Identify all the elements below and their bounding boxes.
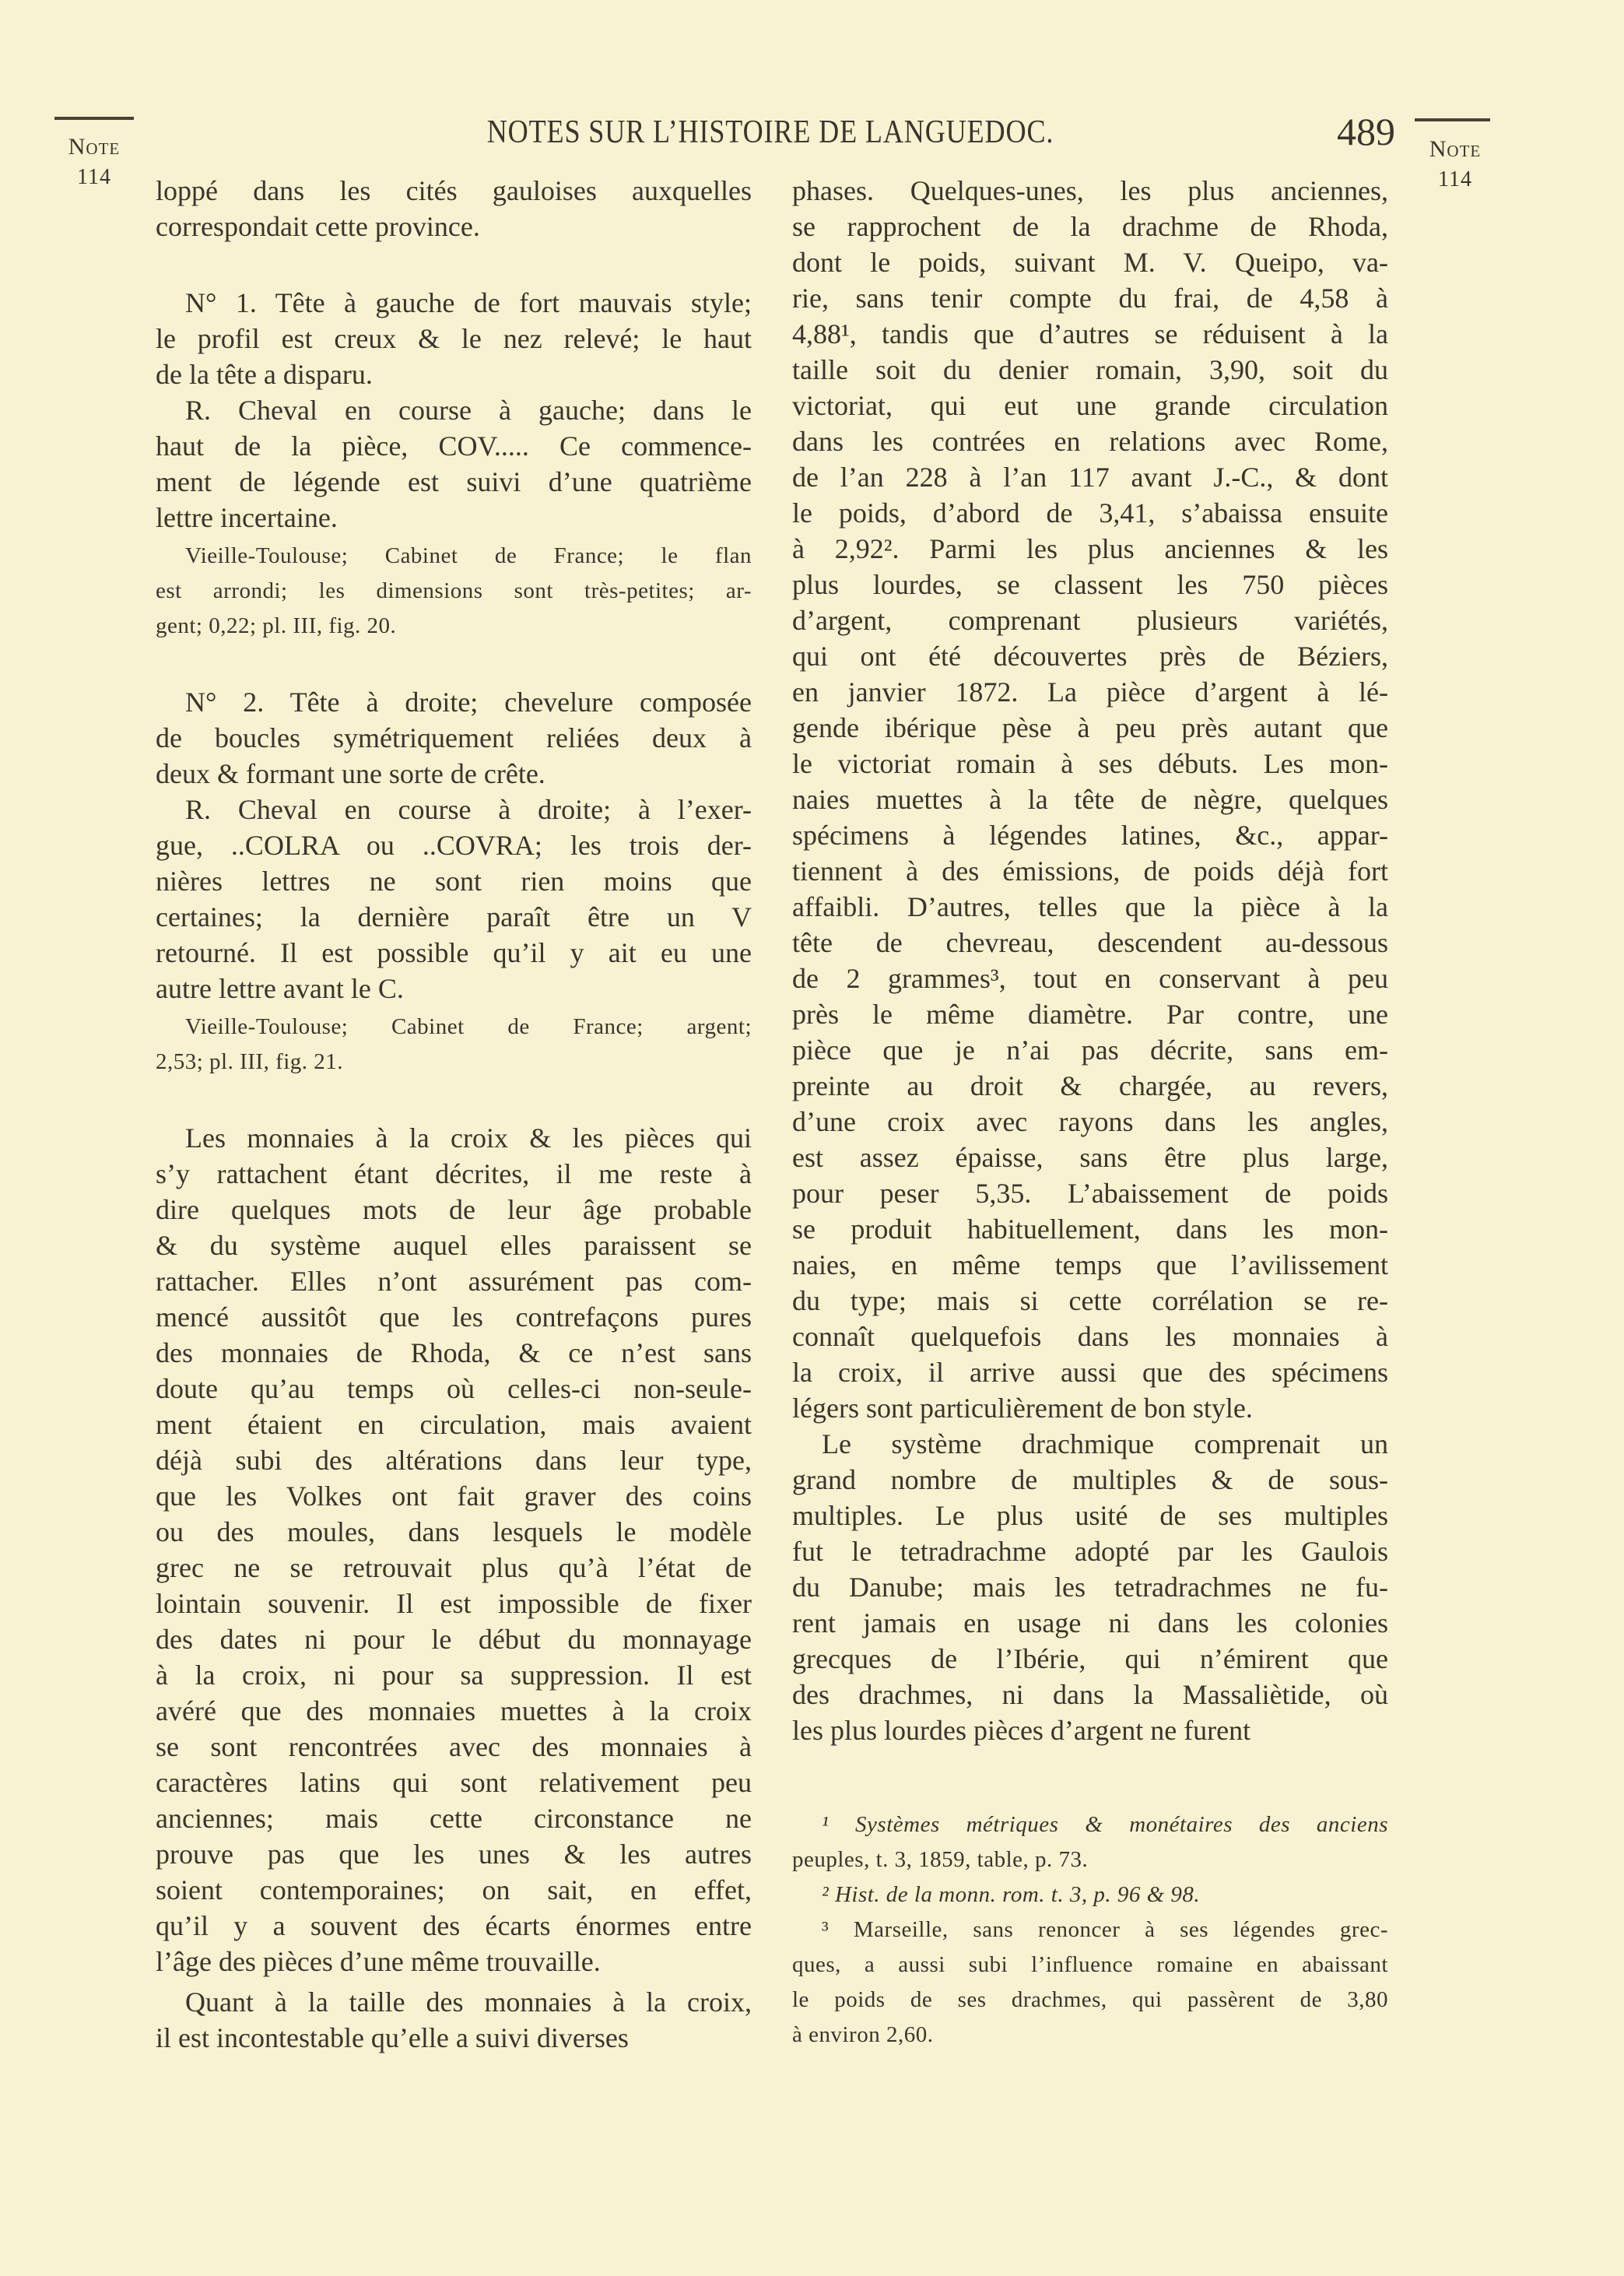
text-line: plus lourdes, se classent les 750 pièces bbox=[792, 569, 1388, 600]
text-line: mencé aussitôt que les contrefaçons pures bbox=[156, 1301, 752, 1333]
left-column bbox=[156, 173, 752, 2056]
text-line: naies, en même temps que l’avilissement bbox=[792, 1249, 1388, 1280]
text-line: caractères latins qui sont relativement peu bbox=[156, 1767, 752, 1798]
text-line: des drachmes, ni dans la Massaliètide, où bbox=[792, 1679, 1388, 1710]
text-line: de boucles symétriquement reliées deux à bbox=[156, 722, 752, 753]
text-line: gent; 0,22; pl. III, fig. 20. bbox=[156, 613, 397, 638]
text-line: à 2,92². Parmi les plus anciennes & les bbox=[792, 533, 1388, 564]
text-line: rent jamais en usage ni dans les colonies bbox=[792, 1607, 1388, 1639]
footnote-line: ques, a aussi subi l’influence romaine en abaissant bbox=[792, 1952, 1388, 1977]
text-line: soient contemporaines; on sait, en effet, bbox=[156, 1874, 752, 1905]
text-line: se sont rencontrées avec des monnaies à bbox=[156, 1731, 752, 1762]
text-line: ment étaient en circulation, mais avaient bbox=[156, 1409, 752, 1440]
text-line: autre lettre avant le C. bbox=[156, 973, 404, 1004]
text-line: N° 1. Tête à gauche de fort mauvais style; bbox=[185, 287, 752, 318]
paragraph bbox=[156, 285, 752, 392]
footnote-line: le poids de ses drachmes, qui passèrent de 3,80 bbox=[792, 1987, 1388, 2012]
text-line: R. Cheval en course à droite; à l’exer- bbox=[185, 794, 752, 825]
text-line: qui ont été découvertes près de Béziers, bbox=[792, 641, 1388, 672]
text-line: phases. Quelques-unes, les plus anciennes, bbox=[792, 175, 1388, 206]
text-line: retourné. Il est possible qu’il y ait eu une bbox=[156, 937, 752, 968]
paragraph bbox=[792, 1426, 1388, 1748]
text-line: Quant à la taille des monnaies à la croix, bbox=[185, 1986, 752, 2018]
margin-note-number: 114 bbox=[77, 165, 111, 189]
text-line: que les Volkes ont fait graver des coins bbox=[156, 1480, 752, 1512]
footnote-line: peuples, t. 3, 1859, table, p. 73. bbox=[792, 1847, 1089, 1872]
text-line: l’âge des pièces d’une même trouvaille. bbox=[156, 1946, 601, 1977]
text-line: avéré que des monnaies muettes à la croix bbox=[156, 1695, 752, 1726]
text-line: lettre incertaine. bbox=[156, 502, 338, 533]
text-line: tête de chevreau, descendent au-dessous bbox=[792, 927, 1388, 958]
margin-note-label: Note bbox=[1429, 136, 1482, 162]
paragraph bbox=[792, 173, 1388, 1426]
text-line: Vieille-Toulouse; Cabinet de France; argent; bbox=[185, 1014, 752, 1039]
text-line: doute qu’au temps où celles-ci non-seule- bbox=[156, 1373, 752, 1404]
text-line: 4,88¹, tandis que d’autres se réduisent à la bbox=[792, 318, 1388, 349]
footnote-line: ³ Marseille, sans renoncer à ses légendes grec- bbox=[822, 1917, 1388, 1942]
text-line: nières lettres ne sont rien moins que bbox=[156, 866, 752, 897]
text-line: le poids, d’abord de 3,41, s’abaissa ensuite bbox=[792, 497, 1388, 529]
text-line: anciennes; mais cette circonstance ne bbox=[156, 1803, 752, 1834]
paragraph bbox=[156, 392, 752, 536]
text-line: il est incontestable qu’elle a suivi diverses bbox=[156, 2022, 629, 2053]
text-line: loppé dans les cités gauloises auxquelles bbox=[156, 175, 752, 206]
text-line: connaît quelquefois dans les monnaies à bbox=[792, 1321, 1388, 1352]
paragraph bbox=[156, 173, 752, 244]
text-line: rie, sans tenir compte du frai, de 4,58 à bbox=[792, 283, 1388, 314]
text-line: qu’il y a souvent des écarts énormes entre bbox=[156, 1910, 752, 1941]
citation-note bbox=[156, 539, 752, 644]
text-line: pour peser 5,35. L’abaissement de poids bbox=[792, 1178, 1388, 1209]
footnote-line: ¹ Systèmes métriques & monétaires des anciens bbox=[822, 1812, 1388, 1837]
text-line: grecques de l’Ibérie, qui n’émirent que bbox=[792, 1643, 1388, 1674]
text-line: s’y rattachent étant décrites, il me reste à bbox=[156, 1158, 752, 1189]
margin-note-number: 114 bbox=[1438, 167, 1472, 191]
text-line: légers sont particulièrement de bon style. bbox=[792, 1393, 1253, 1424]
text-line: rattacher. Elles n’ont assurément pas com- bbox=[156, 1266, 752, 1297]
text-line: 2,53; pl. III, fig. 21. bbox=[156, 1049, 344, 1074]
text-line: R. Cheval en course à gauche; dans le bbox=[185, 395, 752, 426]
text-line: haut de la pièce, COV..... Ce commence- bbox=[156, 430, 752, 462]
footnote-line: à environ 2,60. bbox=[792, 2022, 934, 2047]
text-line: pièce que je n’ai pas décrite, sans em- bbox=[792, 1034, 1388, 1066]
text-line: tiennent à des émissions, de poids déjà fort bbox=[792, 855, 1388, 887]
text-line: se rapprochent de la drachme de Rhoda, bbox=[792, 211, 1388, 242]
margin-note-label: Note bbox=[68, 134, 121, 160]
text-line: taille soit du denier romain, 3,90, soit du bbox=[792, 354, 1388, 385]
text-line: fut le tetradrachme adopté par les Gaulois bbox=[792, 1536, 1388, 1567]
citation-note bbox=[156, 1010, 752, 1080]
text-line: de l’an 228 à l’an 117 avant J.-C., & dont bbox=[792, 462, 1388, 493]
right-column bbox=[792, 173, 1388, 2053]
text-line: naies muettes à la tête de nègre, quelques bbox=[792, 784, 1388, 815]
text-line: le profil est creux & le nez relevé; le haut bbox=[156, 323, 752, 354]
text-line: en janvier 1872. La pièce d’argent à lé- bbox=[792, 676, 1388, 708]
text-line: ment de légende est suivi d’une quatrième bbox=[156, 466, 752, 497]
footnotes bbox=[792, 1807, 1388, 2053]
paragraph bbox=[156, 792, 752, 1006]
text-line: dans les contrées en relations avec Rome, bbox=[792, 426, 1388, 457]
margin-note-right bbox=[1412, 136, 1498, 192]
text-line: du type; mais si cette corrélation se re- bbox=[792, 1285, 1388, 1316]
text-line: victoriat, qui eut une grande circulation bbox=[792, 390, 1388, 421]
text-line: dont le poids, suivant M. V. Queipo, va- bbox=[792, 247, 1388, 278]
text-line: le victoriat romain à ses débuts. Les mon- bbox=[792, 748, 1388, 779]
text-line: N° 2. Tête à droite; chevelure composée bbox=[185, 687, 752, 718]
text-line: des monnaies de Rhoda, & ce n’est sans bbox=[156, 1337, 752, 1368]
page-number: 489 bbox=[1337, 110, 1395, 153]
text-line: Vieille-Toulouse; Cabinet de France; le flan bbox=[185, 543, 752, 568]
text-line: certaines; la dernière paraît être un V bbox=[156, 901, 752, 933]
margin-note-left bbox=[51, 134, 137, 190]
text-line: de 2 grammes³, tout en conservant à peu bbox=[792, 963, 1388, 994]
text-line: des dates ni pour le début du monnayage bbox=[156, 1624, 752, 1655]
text-line: spécimens à légendes latines, &c., appar- bbox=[792, 820, 1388, 851]
text-line: deux & formant une sorte de crête. bbox=[156, 758, 545, 789]
paragraph bbox=[156, 1984, 752, 2056]
text-line: dire quelques mots de leur âge probable bbox=[156, 1194, 752, 1225]
text-line: gue, ..COLRA ou ..COVRA; les trois der- bbox=[156, 830, 752, 861]
text-line: d’une croix avec rayons dans les angles, bbox=[792, 1106, 1388, 1137]
text-line: la croix, il arrive aussi que des spécimens bbox=[792, 1357, 1388, 1388]
text-line: gende ibérique pèse à peu près autant que bbox=[792, 712, 1388, 743]
text-line: affaibli. D’autres, telles que la pièce à la bbox=[792, 891, 1388, 922]
text-line: grand nombre de multiples & de sous- bbox=[792, 1464, 1388, 1495]
text-line: & du système auquel elles paraissent se bbox=[156, 1230, 752, 1261]
running-head: NOTES SUR L’HISTOIRE DE LANGUEDOC. bbox=[486, 114, 1054, 150]
text-line: correspondait cette province. bbox=[156, 211, 480, 242]
text-line: Les monnaies à la croix & les pièces qui bbox=[185, 1122, 752, 1154]
text-line: les plus lourdes pièces d’argent ne furent bbox=[792, 1715, 1251, 1746]
text-line: preinte au droit & chargée, au revers, bbox=[792, 1070, 1388, 1101]
paragraph bbox=[156, 684, 752, 792]
text-line: du Danube; mais les tetradrachmes ne fu- bbox=[792, 1572, 1388, 1603]
text-line: lointain souvenir. Il est impossible de fixer bbox=[156, 1588, 752, 1619]
text-line: est assez épaisse, sans être plus large, bbox=[792, 1142, 1388, 1173]
margin-rule-left bbox=[54, 117, 134, 120]
text-line: à la croix, ni pour sa suppression. Il est bbox=[156, 1660, 752, 1691]
text-line: de la tête a disparu. bbox=[156, 359, 373, 390]
text-line: prouve pas que les unes & les autres bbox=[156, 1839, 752, 1870]
margin-rule-right bbox=[1415, 118, 1490, 121]
footnote-line: ² Hist. de la monn. rom. t. 3, p. 96 & 98. bbox=[822, 1882, 1201, 1907]
text-line: ou des moules, dans lesquels le modèle bbox=[156, 1516, 752, 1547]
text-line: déjà subi des altérations dans leur type, bbox=[156, 1445, 752, 1476]
text-line: grec ne se retrouvait plus qu’à l’état de bbox=[156, 1552, 752, 1583]
text-line: d’argent, comprenant plusieurs variétés, bbox=[792, 605, 1388, 636]
text-line: près le même diamètre. Par contre, une bbox=[792, 999, 1388, 1030]
text-line: Le système drachmique comprenait un bbox=[822, 1428, 1388, 1459]
text-line: se produit habituellement, dans les mon- bbox=[792, 1214, 1388, 1245]
text-line: multiples. Le plus usité de ses multiples bbox=[792, 1500, 1388, 1531]
text-line: est arrondi; les dimensions sont très-petites; ar- bbox=[156, 578, 752, 603]
paragraph bbox=[156, 1120, 752, 1979]
